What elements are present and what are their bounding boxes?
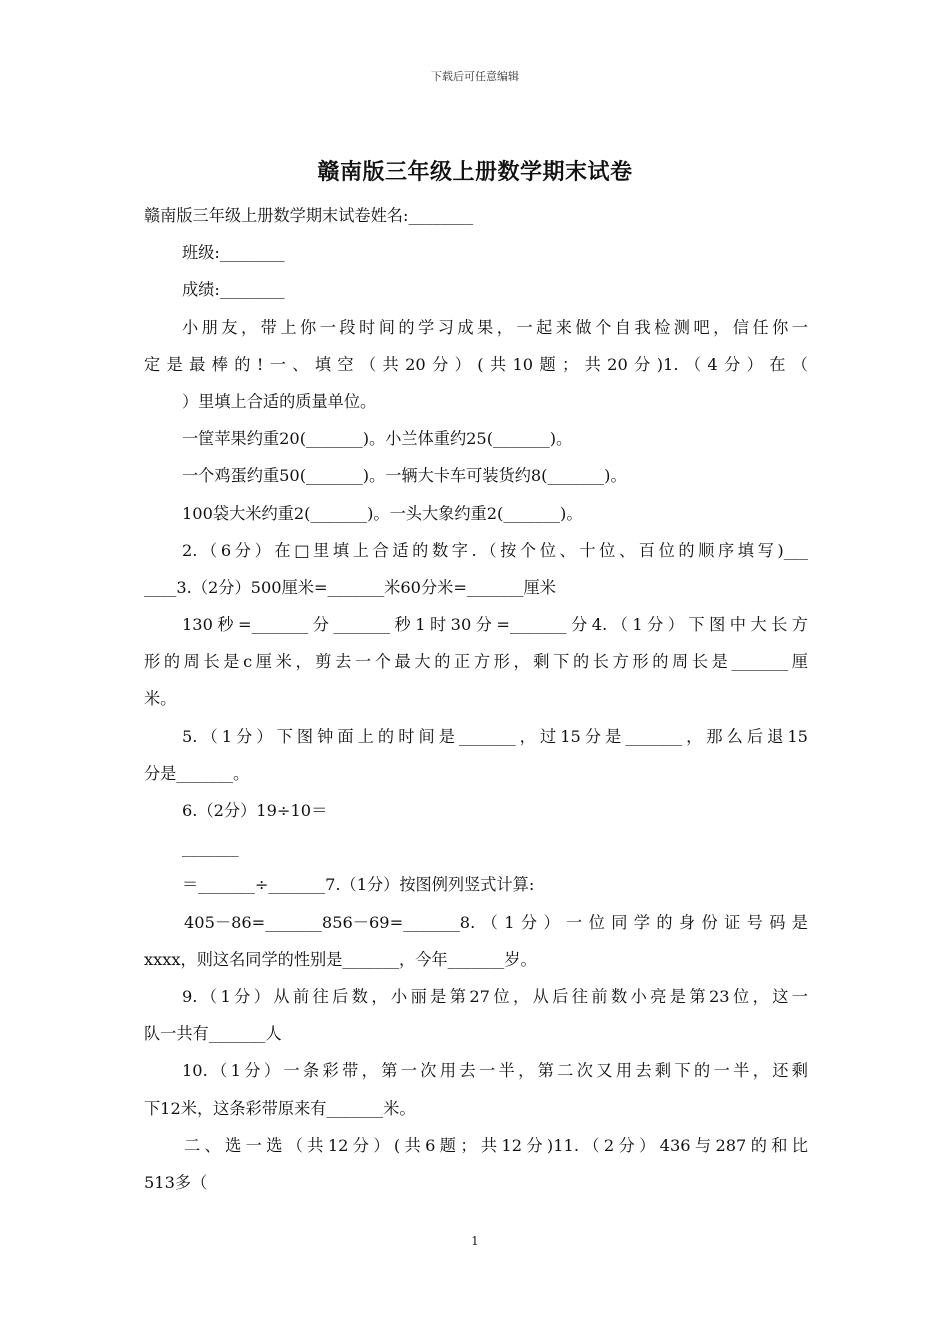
q1-line-3: 一个鸡蛋约重50(_______)。一辆大卡车可装货约8(_______)。 — [182, 466, 627, 486]
page-number: 1 — [471, 1234, 479, 1248]
section2-line-2: 513多（ — [144, 1172, 208, 1192]
q2-line-1: 2.（6分）在□里填上合适的数字.（按个位、十位、百位的顺序填写)___ — [182, 540, 808, 560]
q6-line-2: _______ — [182, 838, 239, 858]
q8-line-2: xxxx，则这名同学的性别是_______，今年_______岁。 — [144, 949, 537, 969]
header-note: 下载后可任意编辑 — [431, 70, 519, 83]
q1-line-2: 一筐苹果约重20(_______)。小兰体重约25(_______)。 — [182, 429, 573, 449]
q7-q8-line: 405－86=_______856－69=_______8.（1分）一位同学的身份证号码是 — [184, 912, 808, 932]
intro-line-1: 小朋友，带上你一段时间的学习成果，一起来做个自我检测吧，信任你一 — [182, 317, 808, 337]
q3-q4-line: 130秒=_______分_______秒1时30分=_______分4.（1分）下图中大长方 — [182, 615, 808, 635]
q1-line-4: 100袋大米约重2(_______)。一头大象约重2(_______)。 — [182, 503, 583, 523]
document-body — [144, 197, 808, 1201]
q6-q7-line: ＝_______÷_______7.（1分）按图例列竖式计算: — [182, 875, 535, 895]
q9-line-1: 9.（1分）从前往后数，小丽是第27位，从后往前数小亮是第23位，这一 — [182, 986, 808, 1006]
q6-line-1: 6.（2分）19÷10＝ — [182, 801, 328, 820]
q10-line-2: 下12米，这条彩带原来有_______米。 — [144, 1098, 416, 1118]
q3-line: ____3.（2分）500厘米=_______米60分米=_______厘米 — [144, 577, 556, 597]
q1-line-1: ）里填上合适的质量单位。 — [182, 391, 377, 411]
intro-line-2: 定是最棒的!一、填空（共20分）(共10题；共20分)1.（4分）在（ — [144, 354, 808, 374]
name-line: 赣南版三年级上册数学期末试卷姓名:________ — [144, 206, 474, 225]
section2-line-1: 二、选一选（共12分）(共6题；共12分)11.（2分）436与287的和比 — [184, 1135, 808, 1155]
score-line: 成绩:________ — [182, 280, 285, 300]
q4-line-3: 米。 — [144, 689, 177, 709]
class-line: 班级:________ — [182, 243, 285, 263]
q5-line-1: 5.（1分）下图钟面上的时间是_______，过15分是_______，那么后退15 — [182, 726, 808, 746]
q10-line-1: 10.（1分）一条彩带，第一次用去一半，第二次又用去剩下的一半，还剩 — [182, 1061, 808, 1081]
page-title: 赣南版三年级上册数学期末试卷 — [317, 159, 633, 185]
q9-line-2: 队一共有_______人 — [144, 1024, 282, 1044]
q4-line-2: 形的周长是c厘米，剪去一个最大的正方形，剩下的长方形的周长是_______厘 — [144, 652, 808, 672]
q5-line-2: 分是_______。 — [144, 763, 250, 783]
